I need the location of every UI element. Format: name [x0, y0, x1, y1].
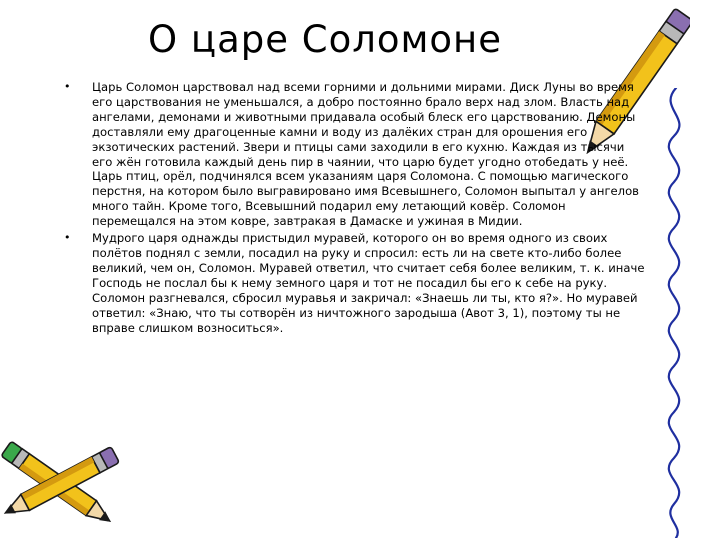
bullet-list [58, 80, 648, 337]
paragraph: Мудрого царя однажды пристыдил муравей, которого он во время одного из своих полётов поднял с земли, посадил на руку и спросил: есть ли на свете кто-либо более великий, чем он, Соломон. Муравей ответил, что считает себя более великим, т. к. иначе Господь не послал бы к нему земного царя и тот не посадил бы его к себе на руку. Соломон разгневался, сбросил муравья и закричал: «Знаешь ли ты, кто я?». Но муравей ответил: «Знаю, что ты сотворён из ничтожного зародыша (Авот 3, 1), поэтому ты не вправе слишком возноситься». [92, 231, 645, 335]
list-item [58, 80, 648, 229]
bullet-icon: • [64, 80, 71, 93]
crossed-pencils-icon [0, 430, 120, 540]
bullet-icon: • [64, 231, 71, 245]
list-item [58, 231, 648, 335]
paragraph: Царь Соломон царствовал над всеми горними и дольними мирами. Диск Луны во время его царствования не уменьшался, а добро постоянно брало верх над злом. Власть над ангелами, демонами и животными придавала особый блеск его царствованию. Демоны доставляли ему драгоценные камни и воду из далёких стран для орошения его экзотических растений. Звери и птицы сами заходили в его кухню. Каждая из тысячи его жён готовила каждый день пир в чаянии, что царю будет угодно отобедать у неё. Царь птиц, орёл, подчинялся всем указаниям царя Соломона. С помощью магического перстня, на котором было выгравировано имя Всевышнего, Соломон выпытал у ангелов много тайн. Кроме того, Всевышний подарил ему летающий ковёр. Соломон перемещался на этом ковре, завтракая в Дамаске и ужиная в Мидии. [92, 80, 640, 229]
page-title: О царе Соломоне [148, 18, 503, 61]
